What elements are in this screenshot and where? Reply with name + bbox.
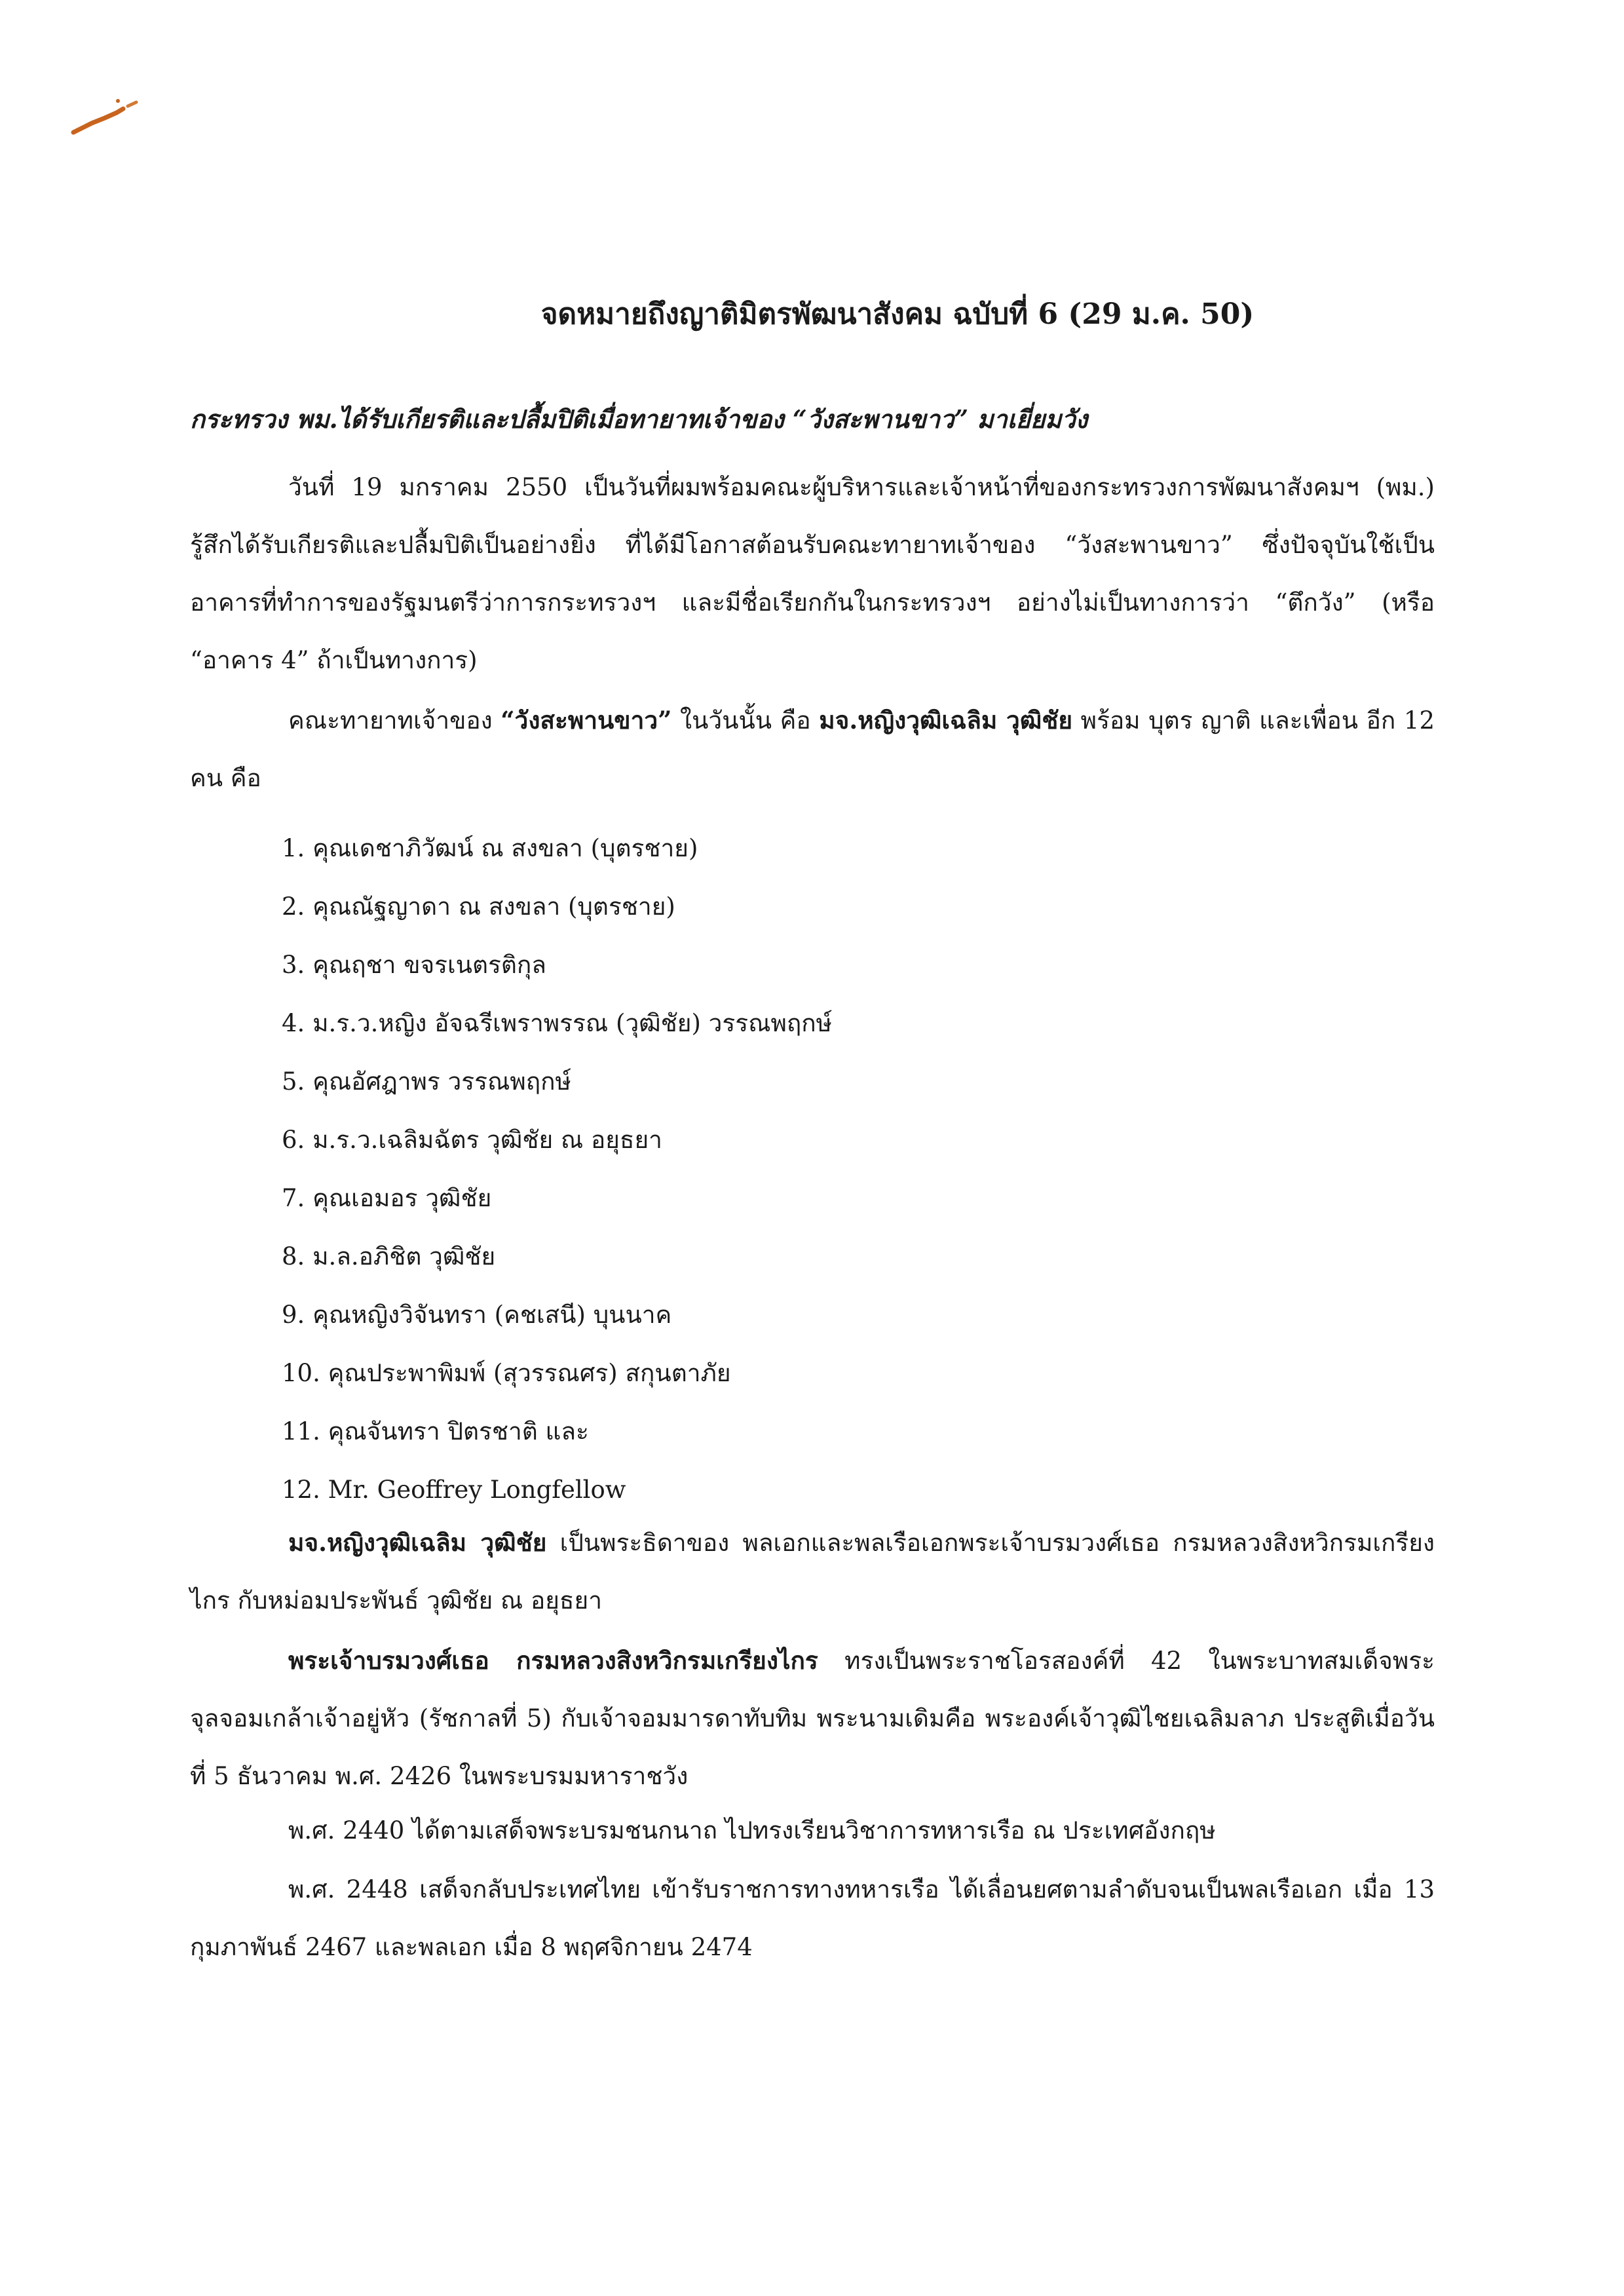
paragraph-1897: พ.ศ. 2440 ได้ตามเสด็จพระบรมชนกนาถ ไปทรงเรียนวิชาการทหารเรือ ณ ประเทศอังกฤษ [288, 1816, 1216, 1845]
paragraph-parentage: มจ.หญิงวุฒิเฉลิม วุฒิชัย เป็นพระธิดาของ พลเอกและพลเรือเอกพระเจ้าบรมวงศ์เธอ กรมหลวงสิงหวิกรมเกรียงไกร กับหม่อมประพันธ์ วุฒิชัย ณ อยุธยา [190, 1528, 1435, 1615]
list-item: 10. คุณประพาพิมพ์ (สุวรรณศร) สกุนตาภัย [282, 1359, 731, 1387]
list-item: 4. ม.ร.ว.หญิง อัจฉรีเพราพรรณ (วุฒิชัย) วรรณพฤกษ์ [282, 1009, 833, 1037]
list-item: 6. ม.ร.ว.เฉลิมฉัตร วุฒิชัย ณ อยุธยา [282, 1126, 662, 1154]
list-item: 7. คุณเอมอร วุฒิชัย [282, 1184, 492, 1212]
paragraph-1905: พ.ศ. 2448 เสด็จกลับประเทศไทย เข้ารับราชการทางทหารเรือ ได้เลื่อนยศตามลำดับจนเป็นพลเรือเอก เมื่อ 13 กุมภาพันธ์ 2467 และพลเอก เมื่อ 8 พฤศจิกายน 2474 [190, 1875, 1435, 1961]
list-item: 1. คุณเดชาภิวัฒน์ ณ สงขลา (บุตรชาย) [282, 834, 698, 862]
paragraph-visitors: คณะทายาทเจ้าของ “วังสะพานขาว” ในวันนั้น คือ มจ.หญิงวุฒิเฉลิม วุฒิชัย พร้อม บุตร ญาติ และเพื่อน อีก 12 คน คือ [190, 706, 1435, 792]
list-item: 3. คุณฤชา ขจรเนตรติกุล [282, 951, 546, 979]
rust-stain-mark [66, 98, 151, 138]
list-item: 8. ม.ล.อภิชิต วุฒิชัย [282, 1242, 496, 1271]
article-heading: กระทรวง พม.ได้รับเกียรติและปลื้มปิติเมื่อทายาทเจ้าของ “วังสะพานขาว” มาเยี่ยมวัง [190, 404, 1088, 434]
paragraph-intro: วันที่ 19 มกราคม 2550 เป็นวันที่ผมพร้อมคณะผู้บริหารและเจ้าหน้าที่ของกระทรวงการพัฒนาสังคมฯ (พม.) รู้สึกได้รับเกียรติและปลื้มปิติเป็นอย่างยิ่ง ที่ได้มีโอกาสต้อนรับคณะทายาทเจ้าของ “วังสะพานขาว” ซึ่งปัจจุบันใช้เป็นอาคารที่ทำการของรัฐมนตรีว่าการกระทรวงฯ และมีชื่อเรียกกันในกระทรวงฯ อย่างไม่เป็นทางการว่า “ตึกวัง” (หรือ “อาคาร 4” ถ้าเป็นทางการ) [190, 473, 1435, 674]
list-item: 2. คุณณัฐญาดา ณ สงขลา (บุตรชาย) [282, 892, 675, 921]
list-item: 12. Mr. Geoffrey Longfellow [282, 1476, 626, 1504]
princess-name: มจ.หญิงวุฒิเฉลิม วุฒิชัย [819, 706, 1073, 735]
document-title: จดหมายถึงญาติมิตรพัฒนาสังคม ฉบับที่ 6 (29 ม.ค. 50) [540, 297, 1255, 331]
list-item: 9. คุณหญิงวิจันทรา (คชเสนี) บุนนาค [282, 1301, 672, 1329]
list-item: 5. คุณอัศฎาพร วรรณพฤกษ์ [282, 1067, 571, 1096]
list-item: 11. คุณจันทรา ปิตรชาติ และ [282, 1417, 589, 1445]
palace-name: “วังสะพานขาว” [500, 706, 672, 735]
paragraph-prince-bio: พระเจ้าบรมวงศ์เธอ กรมหลวงสิงหวิกรมเกรียงไกร ทรงเป็นพระราชโอรสองค์ที่ 42 ในพระบาทสมเด็จพระจุลจอมเกล้าเจ้าอยู่หัว (รัชกาลที่ 5) กับเจ้าจอมมารดาทับทิม พระนามเดิมคือ พระองค์เจ้าวุฒิไชยเฉลิมลาภ ประสูติเมื่อวันที่ 5 ธันวาคม พ.ศ. 2426 ในพระบรมมหาราชวัง [190, 1646, 1435, 1790]
visitor-list [282, 819, 1264, 1519]
